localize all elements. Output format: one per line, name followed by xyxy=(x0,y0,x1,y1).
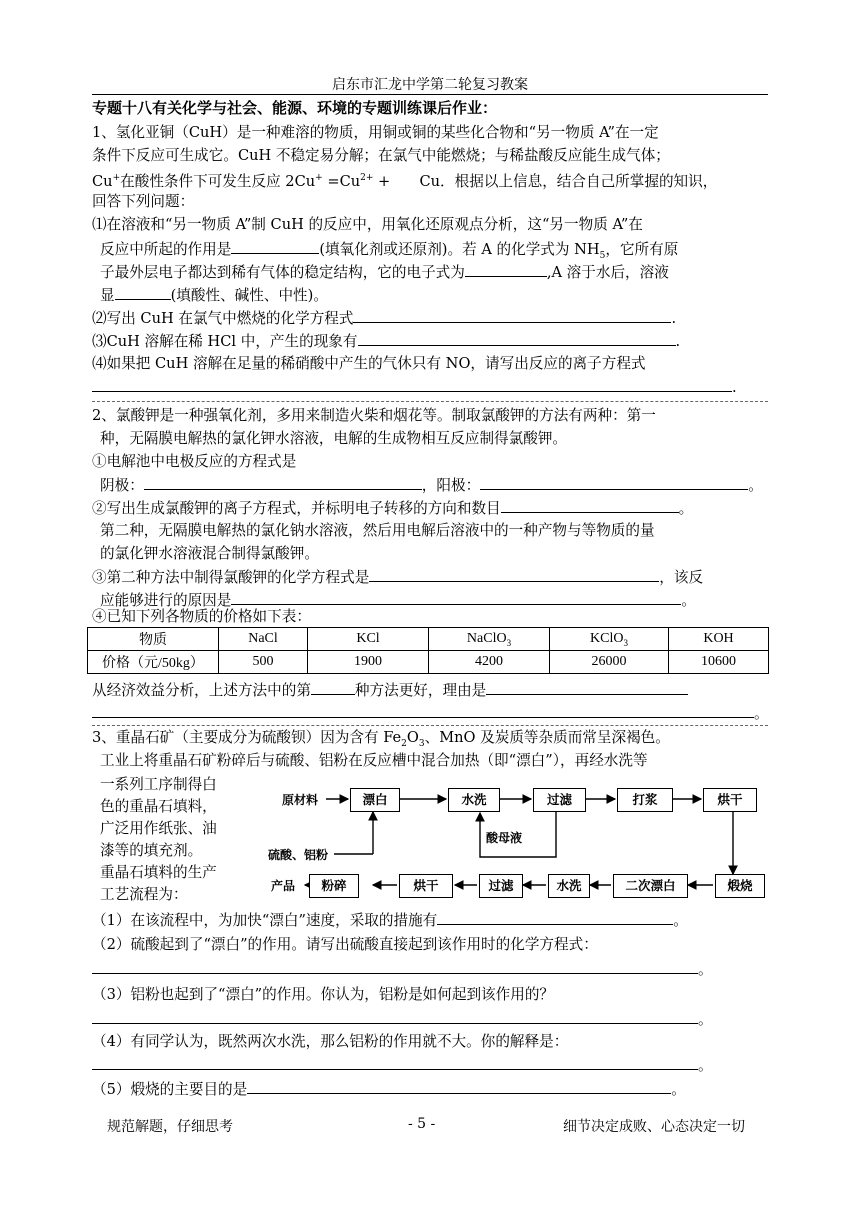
q1-part4: ⑷如果把 CuH 溶解在足量的稀硝酸中产生的气休只有 NO，请写出反应的离子方程式 xyxy=(92,355,646,372)
separator xyxy=(92,401,768,402)
sup: + xyxy=(112,173,121,183)
flow-product-label: 产品 xyxy=(271,879,296,893)
text: ⑶CuH 溶解在稀 HCl 中，产生的现象有 xyxy=(92,333,358,350)
sub: 3 xyxy=(623,637,628,648)
footer-right: 细节决定成败、心态决定一切 xyxy=(563,1119,745,1135)
q1-part3 xyxy=(92,330,680,352)
answer-blank[interactable] xyxy=(465,261,547,277)
q1-part1-a: ⑴在溶液和“另一物质 A”制 CuH 的反应中，用氧化还原观点分析，这“另一物质 A”在 xyxy=(92,216,643,233)
answer-blank[interactable] xyxy=(437,909,673,925)
text: ②写出生成氯酸钾的离子方程式，并标明电子转移的方向和数目 xyxy=(92,500,501,517)
text: 、MnO 及炭质等杂质而常呈深褐色。 xyxy=(424,729,670,746)
text: （1）在该流程中，为加快“漂白”速度，采取的措施有 xyxy=(92,912,438,929)
end: 。 xyxy=(754,705,769,722)
text: NaClO xyxy=(466,630,507,646)
table-header: 物质 xyxy=(88,628,219,651)
text: 反应中所起的作用是 xyxy=(100,241,232,258)
q3-line-2: 工业上将重晶石矿粉碎后与硫酸、铝粉在反应槽中混合加热（即“漂白”），再经水洗等 xyxy=(100,752,648,769)
flow-step-wash-2: 水洗 xyxy=(548,874,590,898)
text: (填酸性、碱性、中性)。 xyxy=(170,287,328,304)
answer-blank[interactable] xyxy=(247,1078,671,1094)
flow-mother-label: 酸母液 xyxy=(486,831,523,845)
text: ⑵写出 CuH 在氯气中燃烧的化学方程式 xyxy=(92,310,354,327)
text: =Cu xyxy=(322,172,361,190)
text: 阴极： xyxy=(100,477,144,494)
q1-part1-c xyxy=(100,261,669,283)
dot: . xyxy=(675,333,681,350)
end: 。 xyxy=(673,912,688,929)
q3-s3: （3）铝粉也起到了“漂白”的作用。你认为，铝粉是如何起到该作用的？ xyxy=(92,986,555,1003)
flow-step-wash: 水洗 xyxy=(448,788,500,812)
answer-blank[interactable] xyxy=(231,589,681,605)
q3-side-6: 工艺流程为： xyxy=(100,886,188,903)
flow-step-filter-2: 过滤 xyxy=(479,874,523,898)
page-header: 启东市汇龙中学第二轮复习教案 xyxy=(332,77,528,93)
q2-method2-a: 第二种，无隔膜电解热的氯化钠水溶液，然后用电解后溶液中的一种产物与等物质的量 xyxy=(100,522,655,539)
cathode-blank[interactable] xyxy=(144,474,422,490)
q3-side-3: 广泛用作纸张、油 xyxy=(100,820,217,837)
text: ③第二种方法中制得氯酸钾的化学方程式是 xyxy=(92,569,370,586)
answer-blank[interactable] xyxy=(92,1054,698,1070)
q1-line-3 xyxy=(92,168,717,192)
flow-step-crush: 粉碎 xyxy=(309,874,359,898)
q3-s5 xyxy=(92,1078,686,1100)
end: 。 xyxy=(698,961,713,978)
q3-s4-answer xyxy=(92,1054,713,1076)
table-row xyxy=(88,651,769,674)
process-flowchart xyxy=(268,777,768,902)
answer-blank[interactable] xyxy=(369,566,659,582)
text: 3、重晶石矿（主要成分为硫酸钡）因为含有 Fe xyxy=(92,729,402,746)
q2-c1: ①电解池中电极反应的方程式是 xyxy=(92,453,297,470)
text: （5）煅烧的主要目的是 xyxy=(92,1081,248,1098)
anode-blank[interactable] xyxy=(480,474,748,490)
table-cell: 4200 xyxy=(429,651,550,674)
table-cell: 价格（元/50kg） xyxy=(88,651,219,674)
q2-line-1: 2、氯酸钾是一种强氧化剂，多用来制造火柴和烟花等。制取氯酸钾的方法有两种：第一 xyxy=(92,407,656,424)
table-cell: 26000 xyxy=(550,651,669,674)
answer-blank[interactable] xyxy=(311,679,355,695)
sub: 5 xyxy=(599,250,606,261)
q3-side-1: 一系列工序制得白 xyxy=(100,776,217,793)
flow-raw-label: 原材料 xyxy=(282,793,319,807)
table-cell: 10600 xyxy=(669,651,769,674)
flow-step-dry: 烘干 xyxy=(703,788,757,812)
table-cell: 1900 xyxy=(308,651,429,674)
separator xyxy=(92,725,768,726)
answer-blank[interactable] xyxy=(501,497,679,513)
answer-blank[interactable] xyxy=(353,307,671,323)
sub: 3 xyxy=(506,637,512,648)
q3-side-5: 重晶石填料的生产 xyxy=(100,864,217,881)
answer-blank[interactable] xyxy=(92,376,732,392)
end: 。 xyxy=(678,500,694,517)
q3-side-2: 色的重晶石填料， xyxy=(100,798,217,815)
q1-line-2: 条件下反应可生成它。CuH 不稳定易分解；在氯气中能燃烧；与稀盐酸反应能生成气体； xyxy=(92,147,670,164)
flow-step-bleach: 漂白 xyxy=(350,788,400,812)
text: Cu xyxy=(92,172,113,190)
end: 。 xyxy=(698,1057,713,1074)
text: 子最外层电子都达到稀有气体的稳定结构，它的电子式为 xyxy=(100,264,465,281)
text: 应能够进行的原因是 xyxy=(100,592,232,609)
text: 种方法更好，理由是 xyxy=(354,682,487,699)
q1-part4-answer xyxy=(92,376,737,398)
table-header xyxy=(429,628,550,651)
q2-c3a xyxy=(92,566,703,588)
answer-blank[interactable] xyxy=(486,679,688,695)
q2-econ xyxy=(92,679,688,701)
section-title: 专题十八有关化学与社会、能源、环境的专题训练课后作业： xyxy=(92,99,498,117)
sub: 3 xyxy=(418,738,425,749)
flow-step-calcine: 煅烧 xyxy=(715,874,765,898)
answer-blank[interactable] xyxy=(358,330,676,346)
text: + Cu．根据以上信息，结合自己所掌握的知识， xyxy=(373,172,718,190)
table-header: KOH xyxy=(669,628,769,651)
sup: 2+ xyxy=(360,173,374,183)
q2-econ-answer xyxy=(92,702,769,724)
q3-s2-answer xyxy=(92,958,713,980)
q2-method2-b: 的氯化钾水溶液混合制得氯酸钾。 xyxy=(100,545,319,562)
end: 。 xyxy=(748,477,763,494)
text: ，它所有原 xyxy=(605,241,679,258)
q3-s2: （2）硫酸起到了“漂白”的作用。请写出硫酸直接起到该作用时的化学方程式： xyxy=(92,936,598,953)
footer-left: 规范解题，仔细思考 xyxy=(107,1119,233,1135)
q3-side-4: 漆等的填充剂。 xyxy=(100,842,203,859)
text: ，该反 xyxy=(659,569,704,586)
end: 。 xyxy=(681,592,696,609)
answer-blank[interactable] xyxy=(231,238,319,254)
q2-c4: ④已知下列各物质的价格如下表： xyxy=(92,608,311,625)
text: O xyxy=(406,729,419,746)
table-header: KCl xyxy=(308,628,429,651)
q2-c2 xyxy=(92,497,693,519)
flow-step-rebleach: 二次漂白 xyxy=(613,874,688,898)
header-rule xyxy=(92,94,768,95)
sub: 2 xyxy=(401,738,407,749)
table-row xyxy=(88,628,769,651)
flow-step-filter: 过滤 xyxy=(533,788,586,812)
flow-step-dry-2: 烘干 xyxy=(399,874,453,898)
table-cell: 500 xyxy=(219,651,308,674)
page-number: - 5 - xyxy=(408,1116,436,1132)
q2-line-2: 种，无隔膜电解热的氯化钾水溶液，电解的生成物相互反应制得氯酸钾。 xyxy=(100,430,568,447)
text: 在酸性条件下可发生反应 2Cu xyxy=(120,172,316,190)
q1-line-4: 回答下列问题： xyxy=(92,193,195,210)
table-header xyxy=(550,628,669,651)
q1-part2 xyxy=(92,307,676,329)
text: (填氧化剂或还原剂)。若 A 的化学式为 NH xyxy=(319,241,600,258)
text: 显 xyxy=(100,287,115,304)
flow-step-slurry: 打浆 xyxy=(617,788,673,812)
answer-blank[interactable] xyxy=(92,1008,698,1024)
end: 。 xyxy=(671,1081,686,1098)
dot: . xyxy=(732,379,737,396)
text: KClO xyxy=(590,630,624,646)
q3-s3-answer xyxy=(92,1008,713,1030)
text: 从经济效益分析，上述方法中的第 xyxy=(92,682,311,699)
answer-blank[interactable] xyxy=(115,284,171,300)
text: ，阳极： xyxy=(421,477,481,494)
price-table xyxy=(87,627,769,674)
sup: + xyxy=(315,173,323,183)
answer-blank[interactable] xyxy=(92,958,698,974)
end: 。 xyxy=(698,1011,713,1028)
table-header: NaCl xyxy=(219,628,308,651)
flow-acid-label: 硫酸、铝粉 xyxy=(268,848,329,862)
q2-electrodes xyxy=(100,474,763,496)
q1-part1-d xyxy=(100,284,328,306)
q3-s1 xyxy=(92,909,688,931)
q3-s4: （4）有同学认为，既然两次水洗，那么铝粉的作用就不大。你的解释是： xyxy=(92,1033,569,1050)
text: ,A 溶于水后，溶液 xyxy=(546,264,669,281)
dot: . xyxy=(671,310,677,327)
q1-line-1: 1、氢化亚铜（CuH）是一种难溶的物质，用铜或铜的某些化合物和“另一物质 A”在一定 xyxy=(92,124,659,141)
answer-blank[interactable] xyxy=(92,702,754,718)
